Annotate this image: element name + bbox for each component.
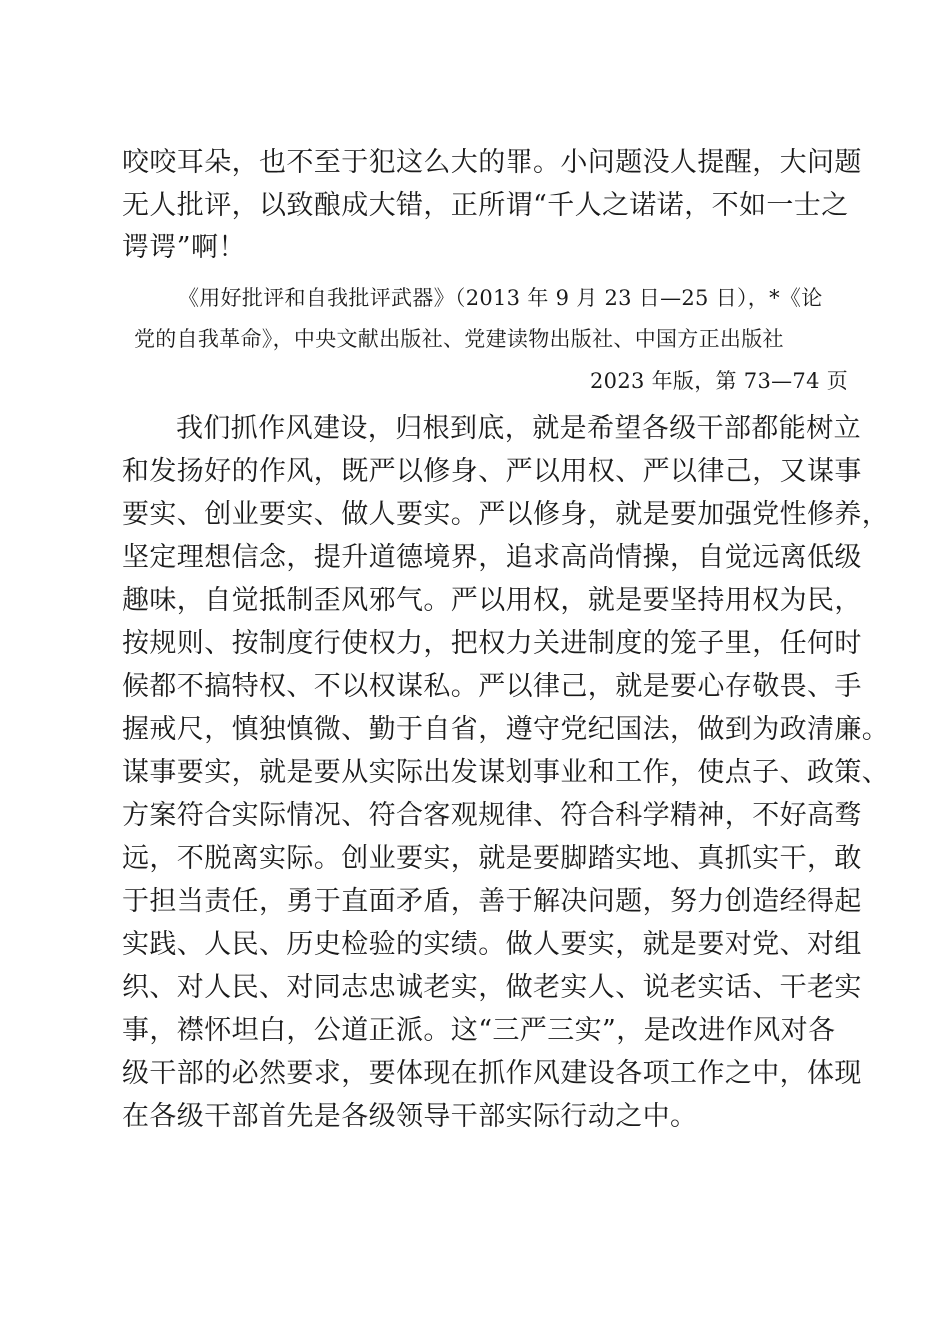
text-line: 谋事要实，就是要从实际出发谋划事业和工作，使点子、政策、	[122, 757, 890, 788]
text-line: 趣味，自觉抵制歪风邪气。严以用权，就是要坚持用权为民，	[122, 585, 862, 616]
text-line: 方案符合实际情况、符合客观规律、符合科学精神，不好高骛	[122, 800, 862, 831]
text-line: 谔谔”啊！	[122, 232, 246, 263]
text-line: 于担当责任，勇于直面矛盾，善于解决问题，努力创造经得起	[122, 886, 862, 917]
text-line: 级干部的必然要求，要体现在抓作风建设各项工作之中，体现	[122, 1058, 862, 1089]
text-line: 候都不搞特权、不以权谋私。严以律己，就是要心存敬畏、手	[122, 671, 862, 702]
text-line: 要实、创业要实、做人要实。严以修身，就是要加强党性修养，	[122, 499, 890, 530]
citation-line: 2023 年版，第 73—74 页	[590, 369, 849, 393]
text-line: 织、对人民、对同志忠诚老实，做老实人、说老实话、干老实	[122, 972, 862, 1003]
text-line: 和发扬好的作风，既严以修身、严以用权、严以律己，又谋事	[122, 456, 862, 487]
citation-line: 党的自我革命》，中央文献出版社、党建读物出版社、中国方正出版社	[134, 327, 784, 351]
text-line: 坚定理想信念，提升道德境界，追求高尚情操，自觉远离低级	[122, 542, 862, 573]
text-line: 按规则、按制度行使权力，把权力关进制度的笼子里，任何时	[122, 628, 862, 659]
text-line: 在各级干部首先是各级领导干部实际行动之中。	[122, 1101, 698, 1132]
text-line: 我们抓作风建设，归根到底，就是希望各级干部都能树立	[176, 413, 861, 444]
text-line: 事，襟怀坦白，公道正派。这“三严三实”，是改进作风对各	[122, 1015, 836, 1046]
text-line: 握戒尺，慎独慎微、勤于自省，遵守党纪国法，做到为政清廉。	[122, 714, 890, 745]
text-line: 远，不脱离实际。创业要实，就是要脚踏实地、真抓实干，敢	[122, 843, 862, 874]
text-line: 实践、人民、历史检验的实绩。做人要实，就是要对党、对组	[122, 929, 862, 960]
citation-line: 《用好批评和自我批评武器》（2013 年 9 月 23 日—25 日），*《论	[178, 286, 823, 310]
text-line: 咬咬耳朵，也不至于犯这么大的罪。小问题没人提醒，大问题	[122, 147, 862, 178]
text-line: 无人批评，以致酿成大错，正所谓“千人之诺诺，不如一士之	[122, 190, 849, 221]
